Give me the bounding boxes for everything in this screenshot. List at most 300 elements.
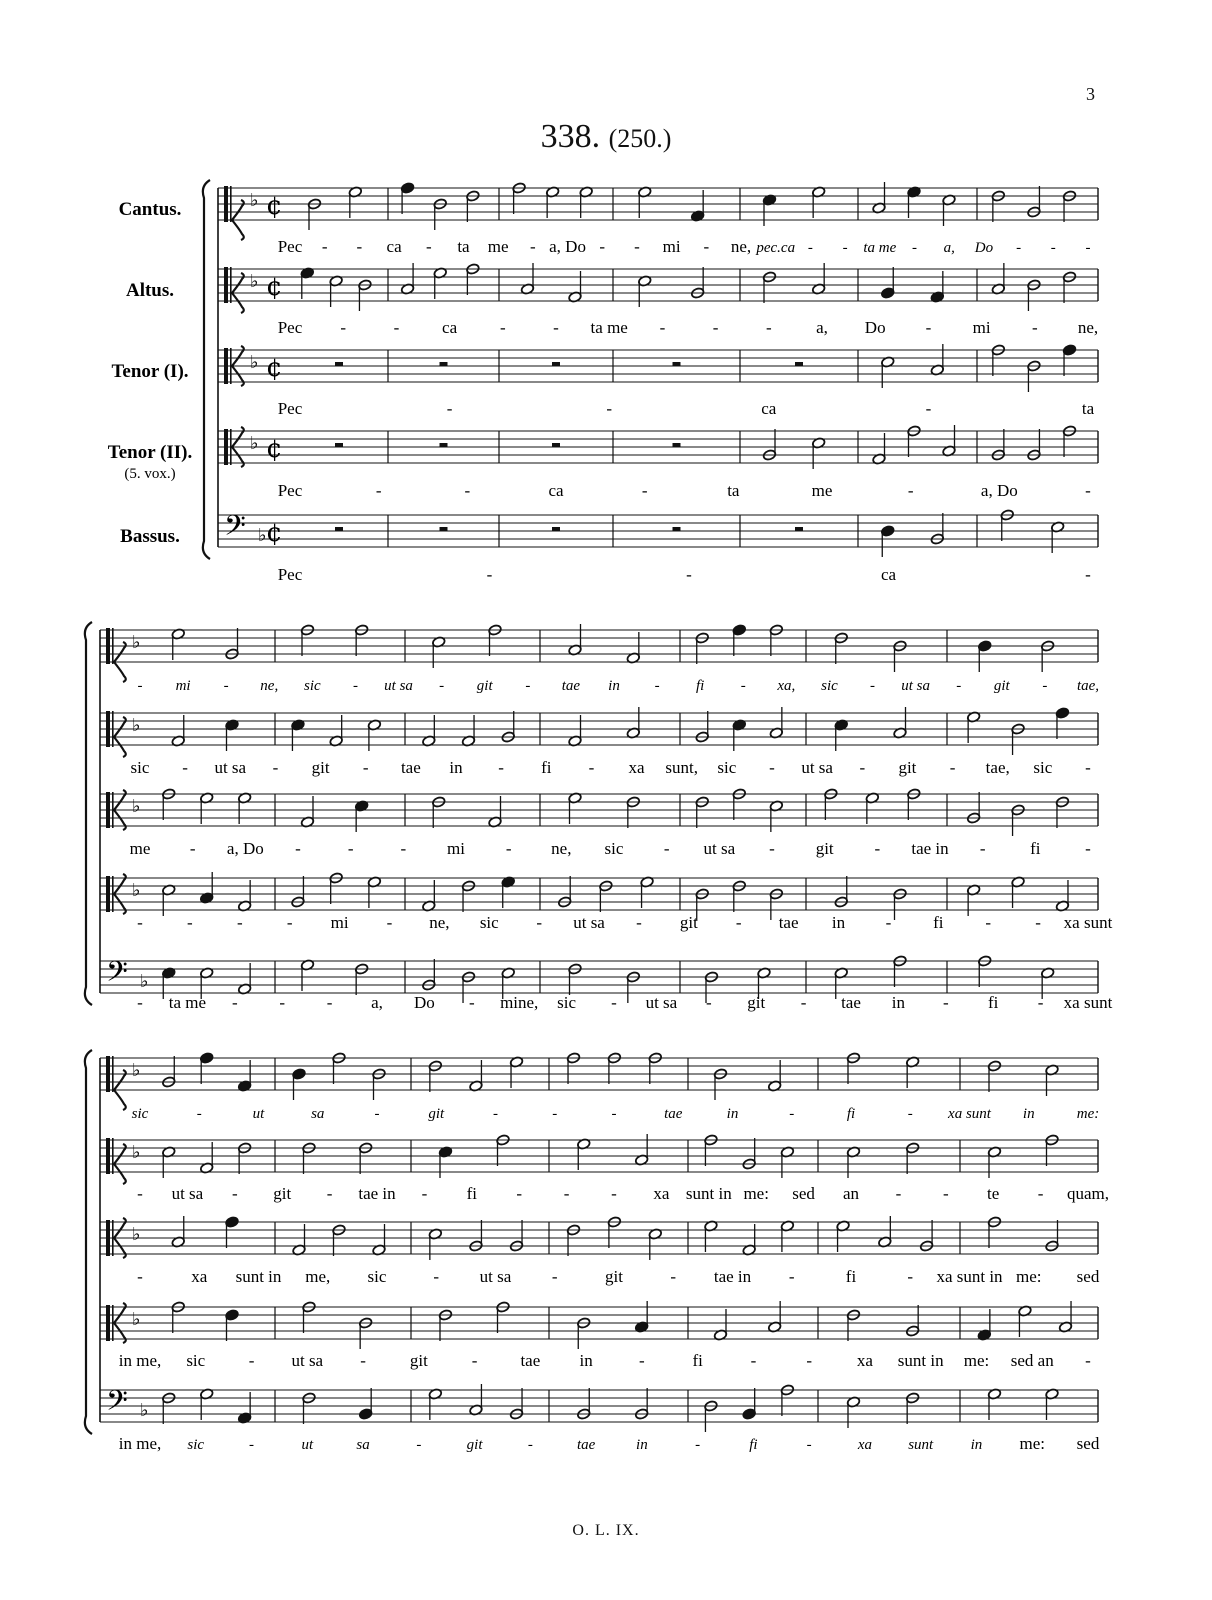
lyrics-line — [119, 1434, 1100, 1453]
staff-bassus — [100, 1384, 1100, 1453]
lyric-syllable: - — [374, 1106, 380, 1122]
lyric-syllable: sic — [131, 1106, 149, 1122]
system-brace — [85, 1050, 92, 1434]
lyric-syllable: fi — [846, 1106, 856, 1122]
c-clef-icon — [106, 711, 126, 757]
page-number: 3 — [1086, 84, 1095, 104]
lyric-syllable: - — [182, 758, 188, 777]
flat-sign-icon: ♭ — [132, 715, 141, 736]
rest-icon — [552, 443, 560, 447]
lyric-syllable: Do — [414, 993, 435, 1012]
lyric-syllable: mine, — [500, 993, 539, 1012]
flat-sign-icon: ♭ — [250, 433, 259, 454]
lyric-syllable: ut sa — [801, 758, 833, 777]
lyric-syllable: ut sa — [291, 1351, 324, 1370]
lyric-syllable: - — [248, 1351, 255, 1370]
flat-sign-icon: ♭ — [132, 1309, 141, 1330]
lyric-syllable: sic — [130, 758, 150, 777]
lyric-syllable: - — [393, 318, 400, 337]
lyric-syllable: - — [1042, 678, 1048, 694]
cut-time-icon: ¢ — [266, 434, 283, 464]
c-clef-icon — [224, 267, 244, 313]
lyric-syllable: - — [942, 993, 949, 1012]
lyric-syllable: sic — [557, 993, 577, 1012]
lyric-syllable: sic — [479, 913, 499, 932]
rest-icon — [335, 527, 343, 531]
lyric-syllable: - — [486, 565, 493, 584]
lyric-syllable: tae in — [911, 839, 949, 858]
lyrics-line — [119, 1351, 1091, 1370]
lyric-syllable: in — [970, 1437, 983, 1453]
lyric-syllable: sunt, — [665, 758, 699, 777]
lyric-syllable: xa sunt — [1063, 993, 1113, 1012]
system-1 — [108, 180, 1098, 584]
lyric-syllable: xa sunt — [1063, 913, 1113, 932]
lyric-syllable: an — [842, 1184, 860, 1203]
lyric-syllable: sunt — [908, 1437, 934, 1453]
lyrics-line — [132, 1106, 1100, 1122]
rest-icon — [673, 362, 681, 366]
cut-time-icon: ¢ — [266, 353, 283, 383]
lyric-syllable: fi — [466, 1184, 477, 1203]
lyric-syllable: git — [273, 1184, 292, 1203]
rest-icon — [335, 443, 343, 447]
flat-sign-icon: ♭ — [140, 971, 149, 992]
lyric-syllable: - — [468, 993, 475, 1012]
lyrics-line — [130, 839, 1092, 858]
lyric-syllable: mi — [447, 839, 465, 858]
lyric-syllable: in — [831, 913, 846, 932]
staff-cantus — [100, 624, 1099, 694]
lyric-syllable: quam, — [1066, 1184, 1110, 1203]
lyric-syllable: te — [987, 1184, 1000, 1203]
lyric-syllable: - — [1085, 240, 1091, 256]
lyric-syllable: - — [1085, 839, 1091, 858]
lyric-syllable: - — [416, 1437, 422, 1453]
lyric-syllable: sic — [304, 678, 321, 694]
lyric-syllable: - — [499, 318, 506, 337]
lyric-syllable: - — [588, 758, 595, 777]
lyric-syllable: - — [659, 318, 666, 337]
lyric-syllable: git — [747, 993, 766, 1012]
staff-tenor-ii — [218, 425, 1098, 500]
lyric-syllable: fi — [933, 913, 944, 932]
lyric-syllable: ut sa — [384, 678, 413, 694]
lyric-syllable: - — [536, 913, 542, 932]
lyric-syllable: - — [196, 1106, 202, 1122]
lyric-syllable: tae in — [358, 1184, 396, 1203]
lyric-syllable: - — [375, 481, 382, 500]
lyric-syllable: - — [553, 318, 559, 337]
lyrics-line — [137, 1267, 1100, 1286]
flat-sign-icon: ♭ — [132, 1060, 141, 1081]
lyric-syllable: in — [891, 993, 906, 1012]
rest-icon — [335, 362, 343, 366]
lyric-syllable: - — [639, 1351, 645, 1370]
lyric-syllable: - — [1085, 1351, 1091, 1370]
lyric-syllable: - — [670, 1267, 677, 1286]
lyric-syllable: - — [137, 1267, 143, 1286]
lyric-syllable: xa — [653, 1184, 670, 1203]
c-clef-icon — [106, 1056, 126, 1110]
lyric-syllable: tae — [576, 1437, 596, 1453]
lyric-syllable: - — [750, 1351, 757, 1370]
lyric-syllable: sic — [717, 758, 737, 777]
lyric-syllable: a, — [816, 318, 828, 337]
lyrics-line — [278, 481, 1091, 500]
lyric-syllable: a, Do — [226, 839, 264, 858]
flat-sign-icon: ♭ — [140, 1400, 149, 1421]
lyric-syllable: git — [993, 678, 1010, 694]
lyric-syllable: me: — [963, 1351, 990, 1370]
lyric-syllable: in — [608, 678, 620, 694]
lyric-syllable: ne, — [730, 237, 752, 256]
lyric-syllable: - — [386, 913, 393, 932]
lyric-syllable: Do — [974, 240, 994, 256]
staff-altus — [100, 1134, 1109, 1203]
lyric-syllable: - — [599, 237, 606, 256]
lyric-syllable: - — [606, 399, 613, 418]
lyric-syllable: mi — [662, 237, 681, 256]
voice-name: Cantus. — [118, 198, 182, 220]
staff-bassus — [100, 955, 1113, 1012]
lyric-syllable: sic — [1033, 758, 1053, 777]
lyric-syllable: - — [695, 1437, 701, 1453]
lyric-syllable: fi — [1030, 839, 1041, 858]
lyric-syllable: tae, — [985, 758, 1010, 777]
lyric-syllable: - — [400, 839, 407, 858]
lyric-syllable: sa — [356, 1437, 370, 1453]
lyric-syllable: tae — [400, 758, 421, 777]
lyric-syllable: - — [611, 993, 617, 1012]
lyric-syllable: - — [611, 1106, 617, 1122]
lyric-syllable: - — [949, 758, 956, 777]
lyric-syllable: - — [425, 237, 432, 256]
lyric-syllable: tae — [520, 1351, 541, 1370]
lyrics-line — [278, 237, 1091, 256]
staff-altus — [218, 263, 1098, 337]
c-clef-icon — [224, 186, 244, 240]
lyric-syllable: - — [498, 758, 504, 777]
lyric-syllable: in me, — [118, 1434, 162, 1453]
lyric-syllable: - — [870, 678, 876, 694]
lyric-syllable: mi — [972, 318, 991, 337]
lyric-syllable: ta me — [168, 993, 207, 1012]
voice-name: Bassus. — [120, 525, 180, 547]
lyric-syllable: Pec — [277, 237, 303, 256]
lyric-syllable: sic — [821, 678, 838, 694]
lyric-syllable: a, Do — [980, 481, 1018, 500]
voice-subtitle: (5. vox.) — [124, 465, 176, 482]
lyric-syllable: git — [428, 1106, 445, 1122]
lyric-syllable: me: — [1016, 1267, 1042, 1286]
lyric-syllable: ne, — [1077, 318, 1099, 337]
lyric-syllable: ta me — [863, 240, 897, 256]
lyric-syllable: - — [493, 1106, 498, 1122]
lyric-syllable: - — [636, 913, 642, 932]
lyric-syllable: - — [187, 913, 193, 932]
lyric-syllable: - — [223, 678, 229, 694]
lyric-syllable: ta — [1081, 399, 1095, 418]
lyric-syllable: - — [907, 1106, 913, 1122]
lyric-syllable: fi — [845, 1267, 857, 1286]
rest-icon — [552, 527, 560, 531]
lyric-syllable: - — [552, 1106, 558, 1122]
lyric-syllable: - — [279, 993, 286, 1012]
rest-icon — [440, 443, 448, 447]
lyric-syllable: - — [789, 1106, 795, 1122]
lyric-syllable: - — [516, 1184, 523, 1203]
lyric-syllable: - — [446, 399, 453, 418]
lyric-syllable: - — [907, 1267, 914, 1286]
lyric-syllable: xa, — [777, 678, 796, 694]
lyric-syllable: Pec — [277, 565, 303, 584]
lyric-syllable: sed — [1076, 1434, 1100, 1453]
lyric-syllable: me: — [1019, 1434, 1045, 1453]
lyric-syllable: - — [1037, 1184, 1044, 1203]
lyric-syllable: a, Do — [549, 237, 586, 256]
lyric-syllable: - — [611, 1184, 617, 1203]
lyric-syllable: - — [421, 1184, 428, 1203]
staff-cantus — [100, 1052, 1099, 1122]
lyric-syllable: sic — [604, 839, 624, 858]
flat-sign-icon: ♭ — [250, 352, 259, 373]
lyric-syllable: ne, — [551, 839, 572, 858]
rest-icon — [795, 527, 803, 531]
lyric-syllable: sed — [792, 1184, 815, 1203]
lyric-syllable: xa — [628, 758, 645, 777]
lyric-syllable: fi — [696, 678, 705, 694]
cut-time-icon: ¢ — [266, 191, 283, 221]
lyric-syllable: mi — [330, 913, 349, 932]
lyric-syllable: Pec — [277, 481, 303, 500]
lyrics-line — [137, 1184, 1109, 1203]
lyric-syllable: xa — [191, 1267, 208, 1286]
lyric-syllable: - — [634, 237, 640, 256]
flat-sign-icon: ♭ — [250, 271, 259, 292]
lyrics-line — [131, 758, 1092, 777]
flat-sign-icon: ♭ — [132, 1224, 141, 1245]
lyric-syllable: - — [705, 993, 712, 1012]
lyric-syllable: - — [563, 1184, 570, 1203]
piece-number: 338. — [540, 118, 601, 155]
lyric-syllable: me: — [743, 1184, 769, 1203]
lyric-syllable: ca — [386, 237, 402, 256]
flat-sign-icon: ♭ — [132, 796, 141, 817]
f-clef-icon: 𝄢 — [224, 509, 246, 550]
lyric-syllable: - — [1037, 993, 1044, 1012]
lyrics-line — [137, 993, 1112, 1012]
rest-icon — [440, 362, 448, 366]
lyric-syllable: - — [769, 839, 775, 858]
lyric-syllable: - — [530, 237, 536, 256]
lyric-syllable: - — [740, 678, 746, 694]
lyric-syllable: - — [286, 913, 293, 932]
flat-sign-icon: ♭ — [132, 880, 141, 901]
rest-icon — [795, 362, 803, 366]
lyric-syllable: me, — [305, 1267, 331, 1286]
lyric-syllable: - — [663, 839, 670, 858]
printer-signature: O. L. IX. — [572, 1522, 640, 1539]
lyric-syllable: - — [352, 678, 358, 694]
voice-name: Tenor (II). — [107, 441, 193, 463]
lyric-syllable: ca — [548, 481, 564, 500]
lyric-syllable: - — [842, 240, 848, 256]
lyric-syllable: - — [925, 399, 932, 418]
staff-tenor-i — [100, 788, 1098, 858]
lyric-syllable: - — [272, 758, 279, 777]
lyric-syllable: - — [249, 1437, 255, 1453]
lyric-syllable: pec.ca — [756, 240, 796, 256]
flat-sign-icon: ♭ — [132, 632, 141, 653]
lyric-syllable: ut sa — [573, 913, 605, 932]
lyric-syllable: - — [551, 1267, 558, 1286]
lyric-syllable: in — [449, 758, 463, 777]
lyric-syllable: - — [806, 1437, 812, 1453]
lyric-syllable: - — [356, 237, 363, 256]
staff-tenor-ii — [100, 1301, 1098, 1370]
lyric-syllable: - — [347, 839, 354, 858]
system-brace — [203, 180, 210, 559]
lyric-syllable: mi — [175, 678, 191, 694]
lyrics-line — [138, 678, 1100, 694]
lyric-syllable: ta — [727, 481, 740, 500]
lyric-syllable: fi — [988, 993, 999, 1012]
lyric-syllable: sunt in — [685, 1184, 732, 1203]
lyric-syllable: - — [464, 481, 471, 500]
staff-cantus — [218, 182, 1098, 256]
lyric-syllable: git — [815, 839, 834, 858]
lyric-syllable: ca — [761, 399, 777, 418]
lyrics-line — [278, 399, 1095, 418]
lyric-syllable: me — [811, 481, 833, 500]
lyric-syllable: git — [409, 1351, 428, 1370]
voice-name: Altus. — [125, 279, 175, 301]
lyric-syllable: in me, — [118, 1351, 162, 1370]
lyric-syllable: - — [231, 1184, 238, 1203]
lyric-syllable: sed — [1076, 1267, 1100, 1286]
lyric-syllable: sed an — [1010, 1351, 1054, 1370]
lyric-syllable: - — [641, 481, 648, 500]
system-brace — [85, 622, 92, 1005]
lyric-syllable: Do — [864, 318, 886, 337]
lyric-syllable: - — [912, 240, 918, 256]
lyrics-line — [278, 318, 1098, 337]
lyric-syllable: ut sa — [901, 678, 931, 694]
lyric-syllable: - — [806, 1351, 813, 1370]
lyric-syllable: - — [137, 913, 143, 932]
lyric-syllable: fi — [692, 1351, 703, 1370]
staff-altus — [100, 707, 1098, 777]
lyric-syllable: sunt in — [897, 1351, 944, 1370]
lyric-syllable: tae — [841, 993, 861, 1012]
lyric-syllable: tae in — [713, 1267, 752, 1286]
lyric-syllable: - — [525, 678, 531, 694]
lyric-syllable: xa — [856, 1351, 873, 1370]
lyric-syllable: - — [433, 1267, 440, 1286]
lyric-syllable: - — [231, 993, 238, 1012]
lyric-syllable: in — [579, 1351, 593, 1370]
lyric-syllable: - — [907, 481, 914, 500]
lyric-syllable: git — [898, 758, 917, 777]
lyric-syllable: - — [189, 839, 196, 858]
c-clef-icon — [106, 628, 126, 682]
lyric-syllable: - — [340, 318, 347, 337]
lyric-syllable: ut sa — [171, 1184, 204, 1203]
lyric-syllable: - — [769, 758, 775, 777]
lyric-syllable: - — [505, 839, 512, 858]
system-3 — [85, 1050, 1109, 1453]
rest-icon — [673, 527, 681, 531]
lyric-syllable: sunt in — [235, 1267, 282, 1286]
lyric-syllable: tae — [778, 913, 799, 932]
lyric-syllable: - — [236, 913, 243, 932]
lyric-syllable: in — [636, 1437, 648, 1453]
lyric-syllable: - — [703, 237, 710, 256]
lyric-syllable: sa — [311, 1106, 325, 1122]
lyric-syllable: tae — [561, 678, 581, 694]
lyric-syllable: ut sa — [214, 758, 247, 777]
lyric-syllable: - — [527, 1437, 533, 1453]
f-clef-icon: 𝄢 — [106, 955, 128, 996]
lyric-syllable: ut — [252, 1106, 265, 1122]
lyric-syllable: a, — [943, 240, 955, 256]
lyric-syllable: sic — [187, 1437, 205, 1453]
lyric-syllable: ne, — [260, 678, 279, 694]
f-clef-icon: 𝄢 — [106, 1384, 128, 1425]
lyric-syllable: ca — [880, 565, 897, 584]
lyric-syllable: a, — [371, 993, 383, 1012]
lyric-syllable: - — [1016, 240, 1022, 256]
staff-tenor-i — [100, 1216, 1100, 1286]
lyric-syllable: me: — [1076, 1106, 1100, 1122]
lyric-syllable: ta — [457, 237, 470, 256]
lyric-syllable: - — [326, 1184, 333, 1203]
lyric-syllable: - — [137, 993, 143, 1012]
staff-tenor-i — [218, 344, 1098, 418]
lyrics-line — [137, 913, 1112, 932]
lyric-syllable: - — [326, 993, 333, 1012]
lyric-syllable: - — [956, 678, 962, 694]
lyric-syllable: - — [859, 758, 866, 777]
lyric-syllable: - — [874, 839, 881, 858]
lyric-syllable: ut — [301, 1437, 314, 1453]
lyric-syllable: - — [1085, 481, 1091, 500]
lyric-syllable: Pec — [277, 318, 303, 337]
lyric-syllable: - — [788, 1267, 795, 1286]
lyric-syllable: - — [471, 1351, 478, 1370]
lyric-syllable: - — [942, 1184, 949, 1203]
lyric-syllable: - — [137, 678, 143, 694]
lyric-syllable: git — [605, 1267, 623, 1286]
lyric-syllable: - — [800, 993, 807, 1012]
piece-alt-number: (250.) — [608, 124, 672, 153]
c-clef-icon — [106, 1138, 126, 1184]
system-2 — [85, 622, 1113, 1012]
cut-time-icon: ¢ — [266, 518, 283, 548]
staff-bassus — [218, 509, 1098, 584]
lyric-syllable: - — [925, 318, 932, 337]
lyric-syllable: xa sunt in — [936, 1267, 1003, 1286]
lyric-syllable: ut sa — [645, 993, 678, 1012]
lyric-syllable: sic — [367, 1267, 387, 1286]
lyric-syllable: - — [1085, 758, 1091, 777]
voice-name: Tenor (I). — [111, 360, 189, 382]
lyric-syllable: - — [765, 318, 772, 337]
rest-icon — [673, 443, 681, 447]
lyric-syllable: ut sa — [479, 1267, 512, 1286]
flat-sign-icon: ♭ — [250, 190, 259, 211]
